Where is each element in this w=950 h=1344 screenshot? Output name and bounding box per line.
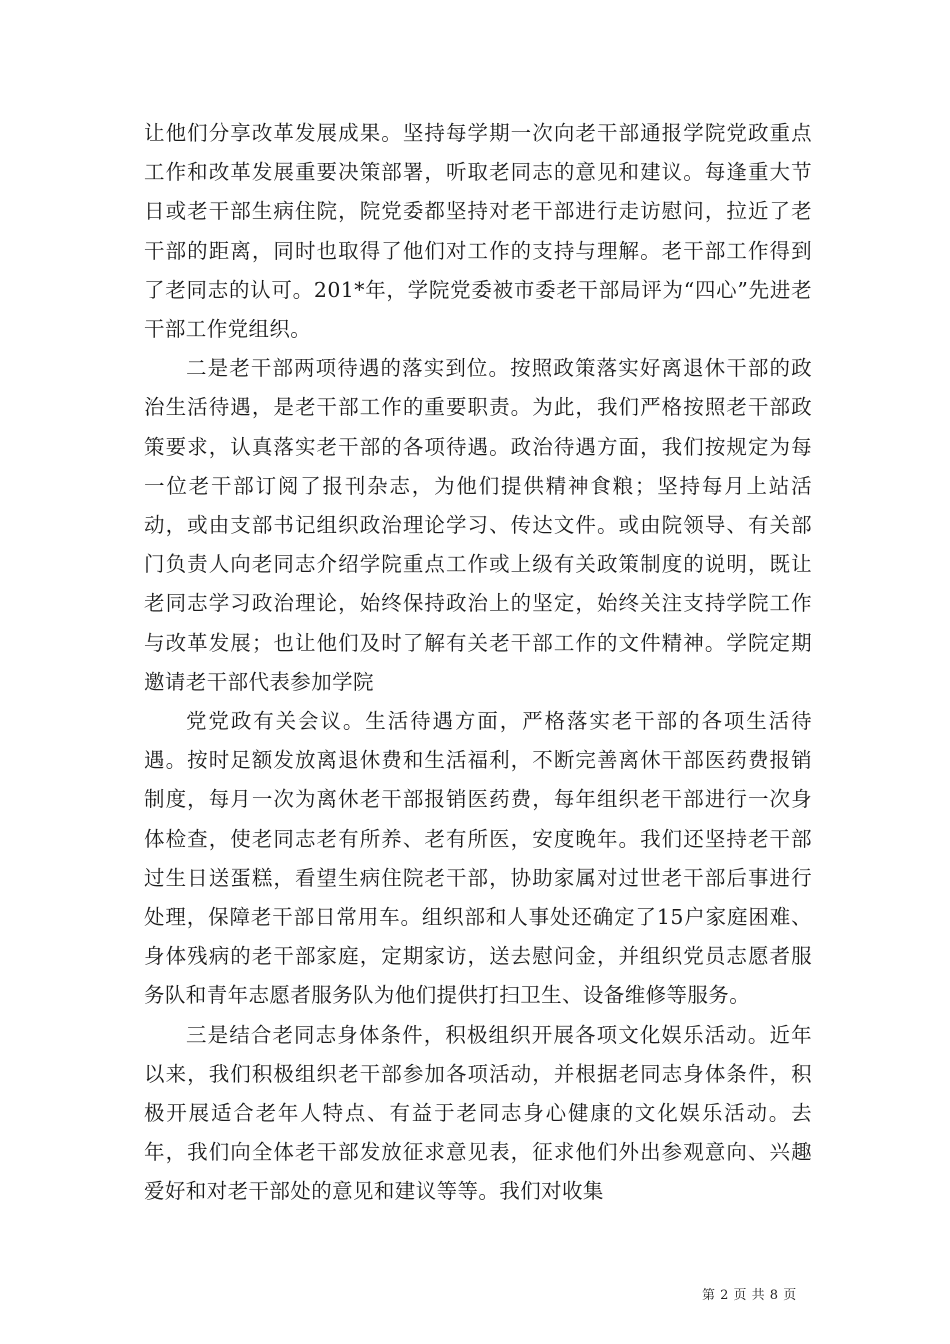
paragraph-3: 党党政有关会议。生活待遇方面，严格落实老干部的各项生活待遇。按时足额发放离退休费和生活福利，不断完善离休干部医药费报销制度，每月一次为离休老干部报销医药费，每年组织老干部进行一次身体检查，使老同志老有所养、老有所医，安度晚年。我们还坚持老干部过生日送蛋糕，看望生病住院老干部，协助家属对过世老干部后事进行处理，保障老干部日常用车。组织部和人事处还确定了15户家庭困难、身体残病的老干部家庭，定期家访，送去慰问金，并组织党员志愿者服务队和青年志愿者服务队为他们提供打扫卫生、设备维修等服务。 xyxy=(144,709,812,1008)
paragraph-1: 让他们分享改革发展成果。坚持每学期一次向老干部通报学院党政重点工作和改革发展重要决策部署，听取老同志的意见和建议。每逢重大节日或老干部生病住院，院党委都坚持对老干部进行走访慰问，拉近了老干部的距离，同时也取得了他们对工作的支持与理解。老干部工作得到了老同志的认可。201*年，学院党委被市委老干部局评为“四心”先进老干部工作党组织。 xyxy=(144,121,812,342)
paragraph-4: 三是结合老同志身体条件，积极组织开展各项文化娱乐活动。近年以来，我们积极组织老干部参加各项活动，并根据老同志身体条件，积极开展适合老年人特点、有益于老同志身心健康的文化娱乐活动。去年，我们向全体老干部发放征求意见表，征求他们外出参观意向、兴趣爱好和对老干部处的意见和建议等等。我们对收集 xyxy=(144,1022,812,1204)
page-number: 第 2 页 共 8 页 xyxy=(702,1288,797,1303)
paragraph-2: 二是老干部两项待遇的落实到位。按照政策落实好离退休干部的政治生活待遇，是老干部工作的重要职责。为此，我们严格按照老干部政策要求，认真落实老干部的各项待遇。政治待遇方面，我们按规定为每一位老干部订阅了报刊杂志，为他们提供精神食粮；坚持每月上站活动，或由支部书记组织政治理论学习、传达文件。或由院领导、有关部门负责人向老同志介绍学院重点工作或上级有关政策制度的说明，既让老同志学习政治理论，始终保持政治上的坚定，始终关注支持学院工作与改革发展；也让他们及时了解有关老干部工作的文件精神。学院定期邀请老干部代表参加学院 xyxy=(144,356,812,694)
document-body xyxy=(144,114,812,1212)
